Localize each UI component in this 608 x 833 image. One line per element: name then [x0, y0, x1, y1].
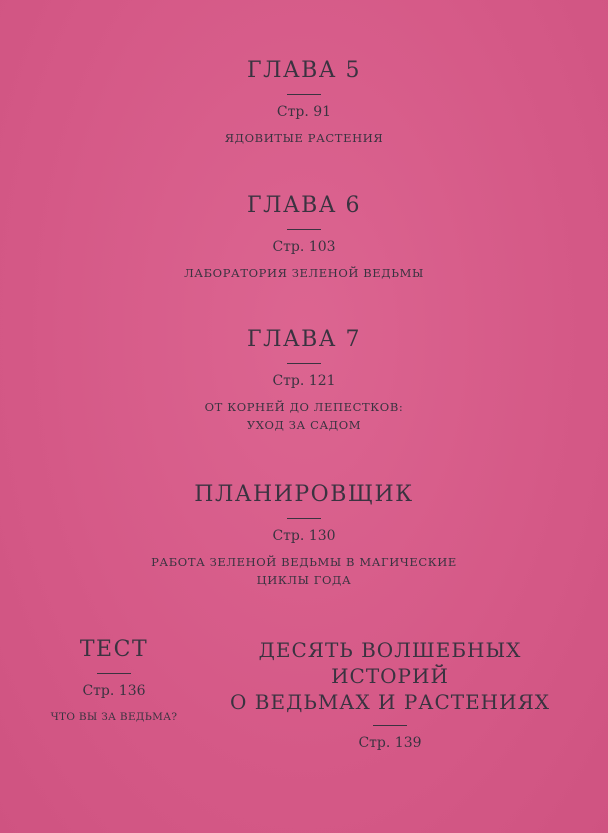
toc-heading: ТЕСТ [79, 637, 149, 662]
toc-page-number: Стр. 91 [276, 104, 332, 120]
toc-subtitle [0, 553, 608, 589]
toc-entry-test [30, 637, 198, 726]
toc-heading: ГЛАВА 5 [247, 58, 361, 83]
toc-heading-line: О ВЕДЬМАХ И РАСТЕНИЯХ [230, 690, 550, 714]
divider [287, 94, 321, 95]
toc-subtitle-line: ОТ КОРНЕЙ ДО ЛЕПЕСТКОВ: [204, 400, 404, 414]
divider [287, 229, 321, 230]
toc-subtitle-line: ЦИКЛЫ ГОДА [256, 573, 352, 587]
toc-entry-chapter-6 [0, 193, 608, 282]
toc-subtitle-line: РАБОТА ЗЕЛЕНОЙ ВЕДЬМЫ В МАГИЧЕСКИЕ [151, 555, 457, 569]
toc-heading [200, 637, 580, 715]
divider [287, 518, 321, 519]
toc-page-number: Стр. 130 [272, 528, 336, 544]
toc-page-number: Стр. 136 [82, 683, 146, 699]
toc-heading-line: ДЕСЯТЬ ВОЛШЕБНЫХ ИСТОРИЙ [258, 638, 522, 688]
toc-entry-stories [200, 637, 580, 752]
toc-subtitle: ЯДОВИТЫЕ РАСТЕНИЯ [224, 131, 384, 145]
toc-entry-planner [0, 482, 608, 589]
toc-subtitle: ЧТО ВЫ ЗА ВЕДЬМА? [50, 711, 178, 723]
toc-heading: ПЛАНИРОВЩИК [194, 482, 414, 507]
toc-heading: ГЛАВА 6 [247, 193, 361, 218]
toc-page-number: Стр. 139 [358, 735, 422, 751]
toc-page-number: Стр. 121 [272, 373, 336, 389]
toc-page-number: Стр. 103 [272, 239, 336, 255]
divider [373, 725, 407, 726]
toc-heading: ГЛАВА 7 [247, 327, 361, 352]
toc-subtitle-line: УХОД ЗА САДОМ [246, 418, 362, 432]
toc-subtitle [0, 398, 608, 434]
toc-entry-chapter-7 [0, 327, 608, 434]
divider [287, 363, 321, 364]
divider [97, 673, 131, 674]
toc-subtitle: ЛАБОРАТОРИЯ ЗЕЛЕНОЙ ВЕДЬМЫ [184, 266, 424, 280]
toc-entry-chapter-5 [0, 58, 608, 147]
